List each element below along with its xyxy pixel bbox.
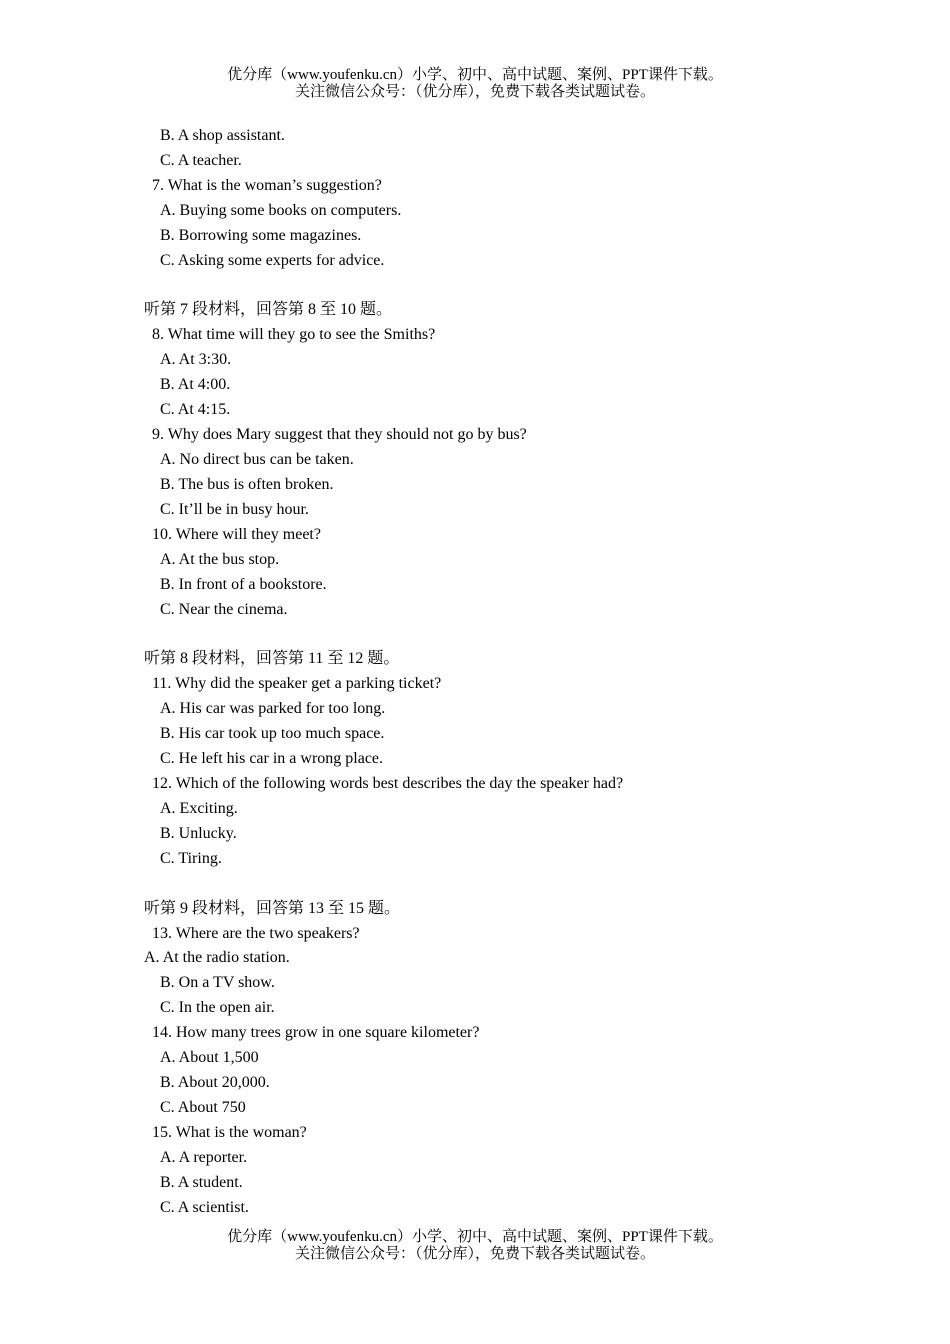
- question-15-option-b: B. A student.: [160, 1173, 243, 1191]
- spacer: [0, 274, 950, 299]
- question-12: 12. Which of the following words best describes the day the speaker had?: [152, 774, 624, 792]
- question-10: 10. Where will they meet?: [152, 525, 321, 543]
- question-7-option-c: C. Asking some experts for advice.: [160, 251, 385, 269]
- spacer: [0, 622, 950, 647]
- question-9-option-a: A. No direct bus can be taken.: [160, 450, 354, 468]
- question-8-option-b: B. At 4:00.: [160, 376, 231, 394]
- option-c: C. A teacher.: [160, 151, 242, 169]
- question-13: 13. Where are the two speakers?: [152, 924, 360, 942]
- question-11-option-a: A. His car was parked for too long.: [160, 700, 386, 718]
- option-b: B. A shop assistant.: [160, 127, 285, 144]
- question-15-option-a: A. A reporter.: [160, 1148, 248, 1166]
- question-12-option-b: B. Unlucky.: [160, 824, 237, 842]
- footer-line-2: 关注微信公众号：（优分库），免费下载各类试题试卷。: [294, 1246, 655, 1262]
- page-footer: [0, 1229, 950, 1263]
- question-8-option-c: C. At 4:15.: [160, 401, 231, 419]
- question-8-option-a: A. At 3:30.: [160, 351, 232, 369]
- question-list: [0, 124, 950, 1221]
- question-10-option-c: C. Near the cinema.: [160, 600, 288, 618]
- footer-line-1: 优分库（www.youfenku.cn）小学、初中、高中试题、案例、PPT课件下载。: [227, 1229, 723, 1245]
- section-9-heading: 听第 9 段材料，回答第 13 至 15 题。: [144, 899, 401, 917]
- question-12-option-a: A. Exciting.: [160, 799, 238, 817]
- question-14: 14. How many trees grow in one square kilometer?: [152, 1024, 480, 1042]
- question-7-option-b: B. Borrowing some magazines.: [160, 226, 362, 244]
- question-10-option-a: A. At the bus stop.: [160, 550, 280, 568]
- question-7: 7. What is the woman’s suggestion?: [152, 176, 382, 194]
- question-14-option-a: A. About 1,500: [160, 1049, 259, 1067]
- header-line-2: 关注微信公众号：（优分库），免费下载各类试题试卷。: [294, 84, 655, 100]
- question-11-option-b: B. His car took up too much space.: [160, 725, 385, 743]
- question-11-option-c: C. He left his car in a wrong place.: [160, 750, 384, 768]
- question-8: 8. What time will they go to see the Smiths?: [152, 326, 436, 344]
- question-13-option-a: A. At the radio station.: [144, 949, 290, 967]
- header-line-1: 优分库（www.youfenku.cn）小学、初中、高中试题、案例、PPT课件下载。: [227, 67, 723, 83]
- question-9-option-b: B. The bus is often broken.: [160, 475, 334, 493]
- question-15-option-c: C. A scientist.: [160, 1198, 249, 1216]
- question-7-option-a: A. Buying some books on computers.: [160, 201, 402, 219]
- question-15: 15. What is the woman?: [152, 1123, 307, 1141]
- question-12-option-c: C. Tiring.: [160, 849, 222, 867]
- spacer: [0, 872, 950, 897]
- question-13-option-c: C. In the open air.: [160, 999, 275, 1017]
- question-10-option-b: B. In front of a bookstore.: [160, 575, 327, 593]
- section-7-heading: 听第 7 段材料，回答第 8 至 10 题。: [144, 301, 393, 319]
- question-14-option-c: C. About 750: [160, 1098, 246, 1116]
- question-13-option-b: B. On a TV show.: [160, 974, 275, 992]
- section-8-heading: 听第 8 段材料，回答第 11 至 12 题。: [144, 650, 400, 668]
- question-14-option-b: B. About 20,000.: [160, 1074, 270, 1092]
- question-9-option-c: C. It’ll be in busy hour.: [160, 500, 309, 518]
- question-11: 11. Why did the speaker get a parking ticket?: [152, 675, 442, 693]
- page-header: [0, 67, 950, 101]
- question-9: 9. Why does Mary suggest that they should not go by bus?: [152, 426, 527, 444]
